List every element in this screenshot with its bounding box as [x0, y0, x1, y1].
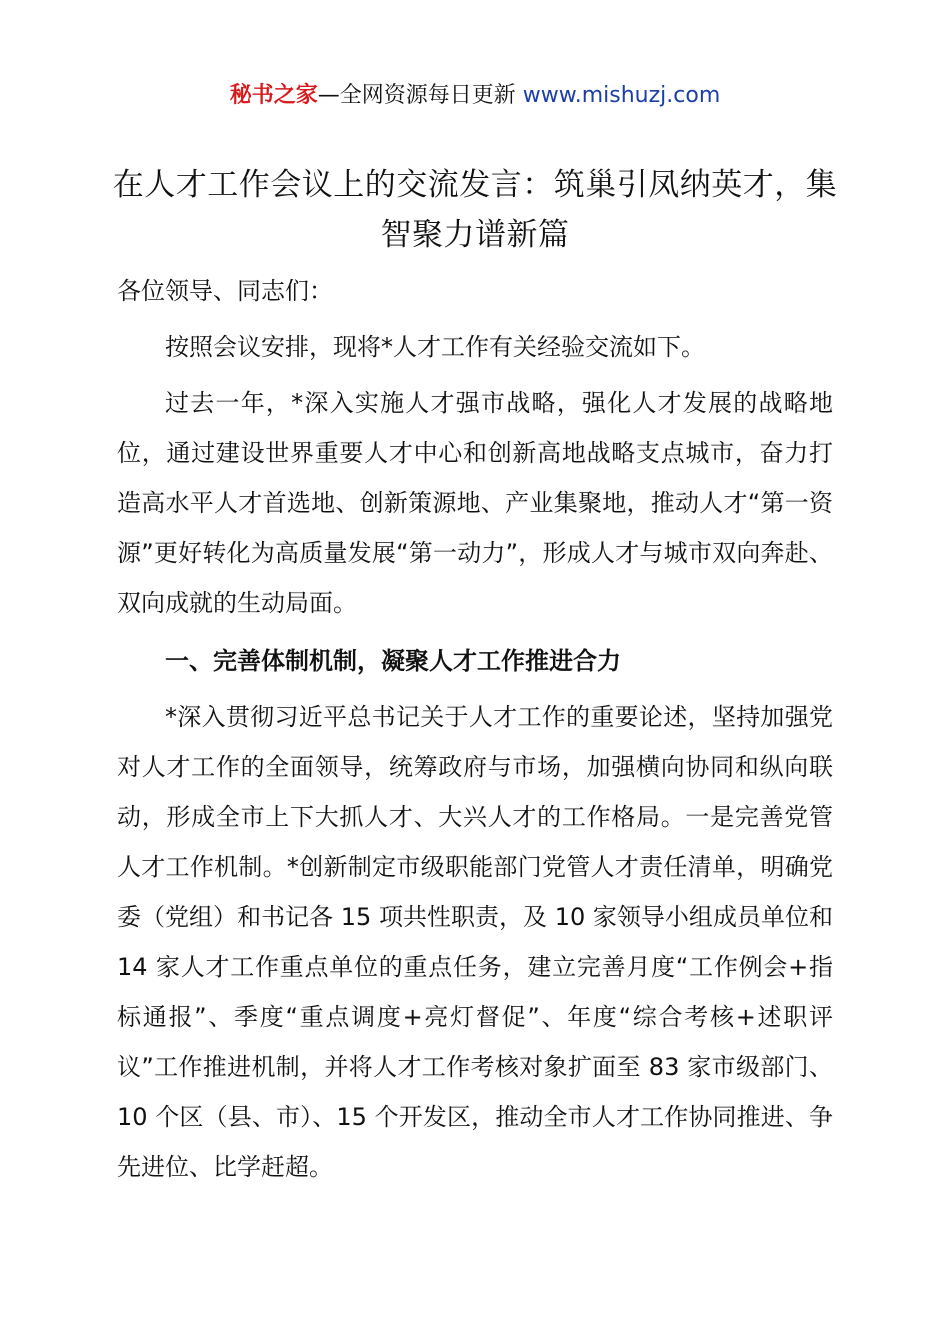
document-title: 在人才工作会议上的交流发言：筑巢引凤纳英才，集智聚力谱新篇	[112, 167, 838, 253]
document-body	[117, 266, 833, 1192]
site-header	[0, 80, 950, 112]
salutation: 各位领导、同志们：	[117, 277, 333, 305]
section-heading: 一、完善体制机制，凝聚人才工作推进合力	[165, 647, 621, 675]
paragraph-overview: 过去一年，*深入实施人才强市战略，强化人才发展的战略地位，通过建设世界重要人才中心和创新高地战略支点城市，奋力打造高水平人才首选地、创新策源地、产业集聚地，推动人才“第一资源”更好转化为高质量发展“第一动力”，形成人才与城市双向奔赴、双向成就的生动局面。	[117, 389, 833, 617]
site-url-link[interactable]: www.mishuzj.com	[522, 83, 721, 108]
paragraph-intro: 按照会议安排，现将*人才工作有关经验交流如下。	[165, 333, 705, 361]
section-body: *深入贯彻习近平总书记关于人才工作的重要论述，坚持加强党对人才工作的全面领导，统筹政府与市场，加强横向协同和纵向联动，形成全市上下大抓人才、大兴人才的工作格局。一是完善党管人才工作机制。*创新制定市级职能部门党管人才责任清单，明确党委（党组）和书记各 15 项共性职责，及 10 家领导小组成员单位和 14 家人才工作重点单位的重点任务，建立完善月度“工作例会+指标通报”、季度“重点调度+亮灯督促”、年度“综合考核+述职评议”工作推进机制，并将人才工作考核对象扩面至 83 家市级部门、10 个区（县、市）、15 个开发区，推动全市人才工作协同推进、争先进位、比学赶超。	[117, 703, 833, 1181]
site-slogan: —全网资源每日更新	[317, 83, 523, 108]
site-brand: 秘书之家	[229, 83, 318, 108]
